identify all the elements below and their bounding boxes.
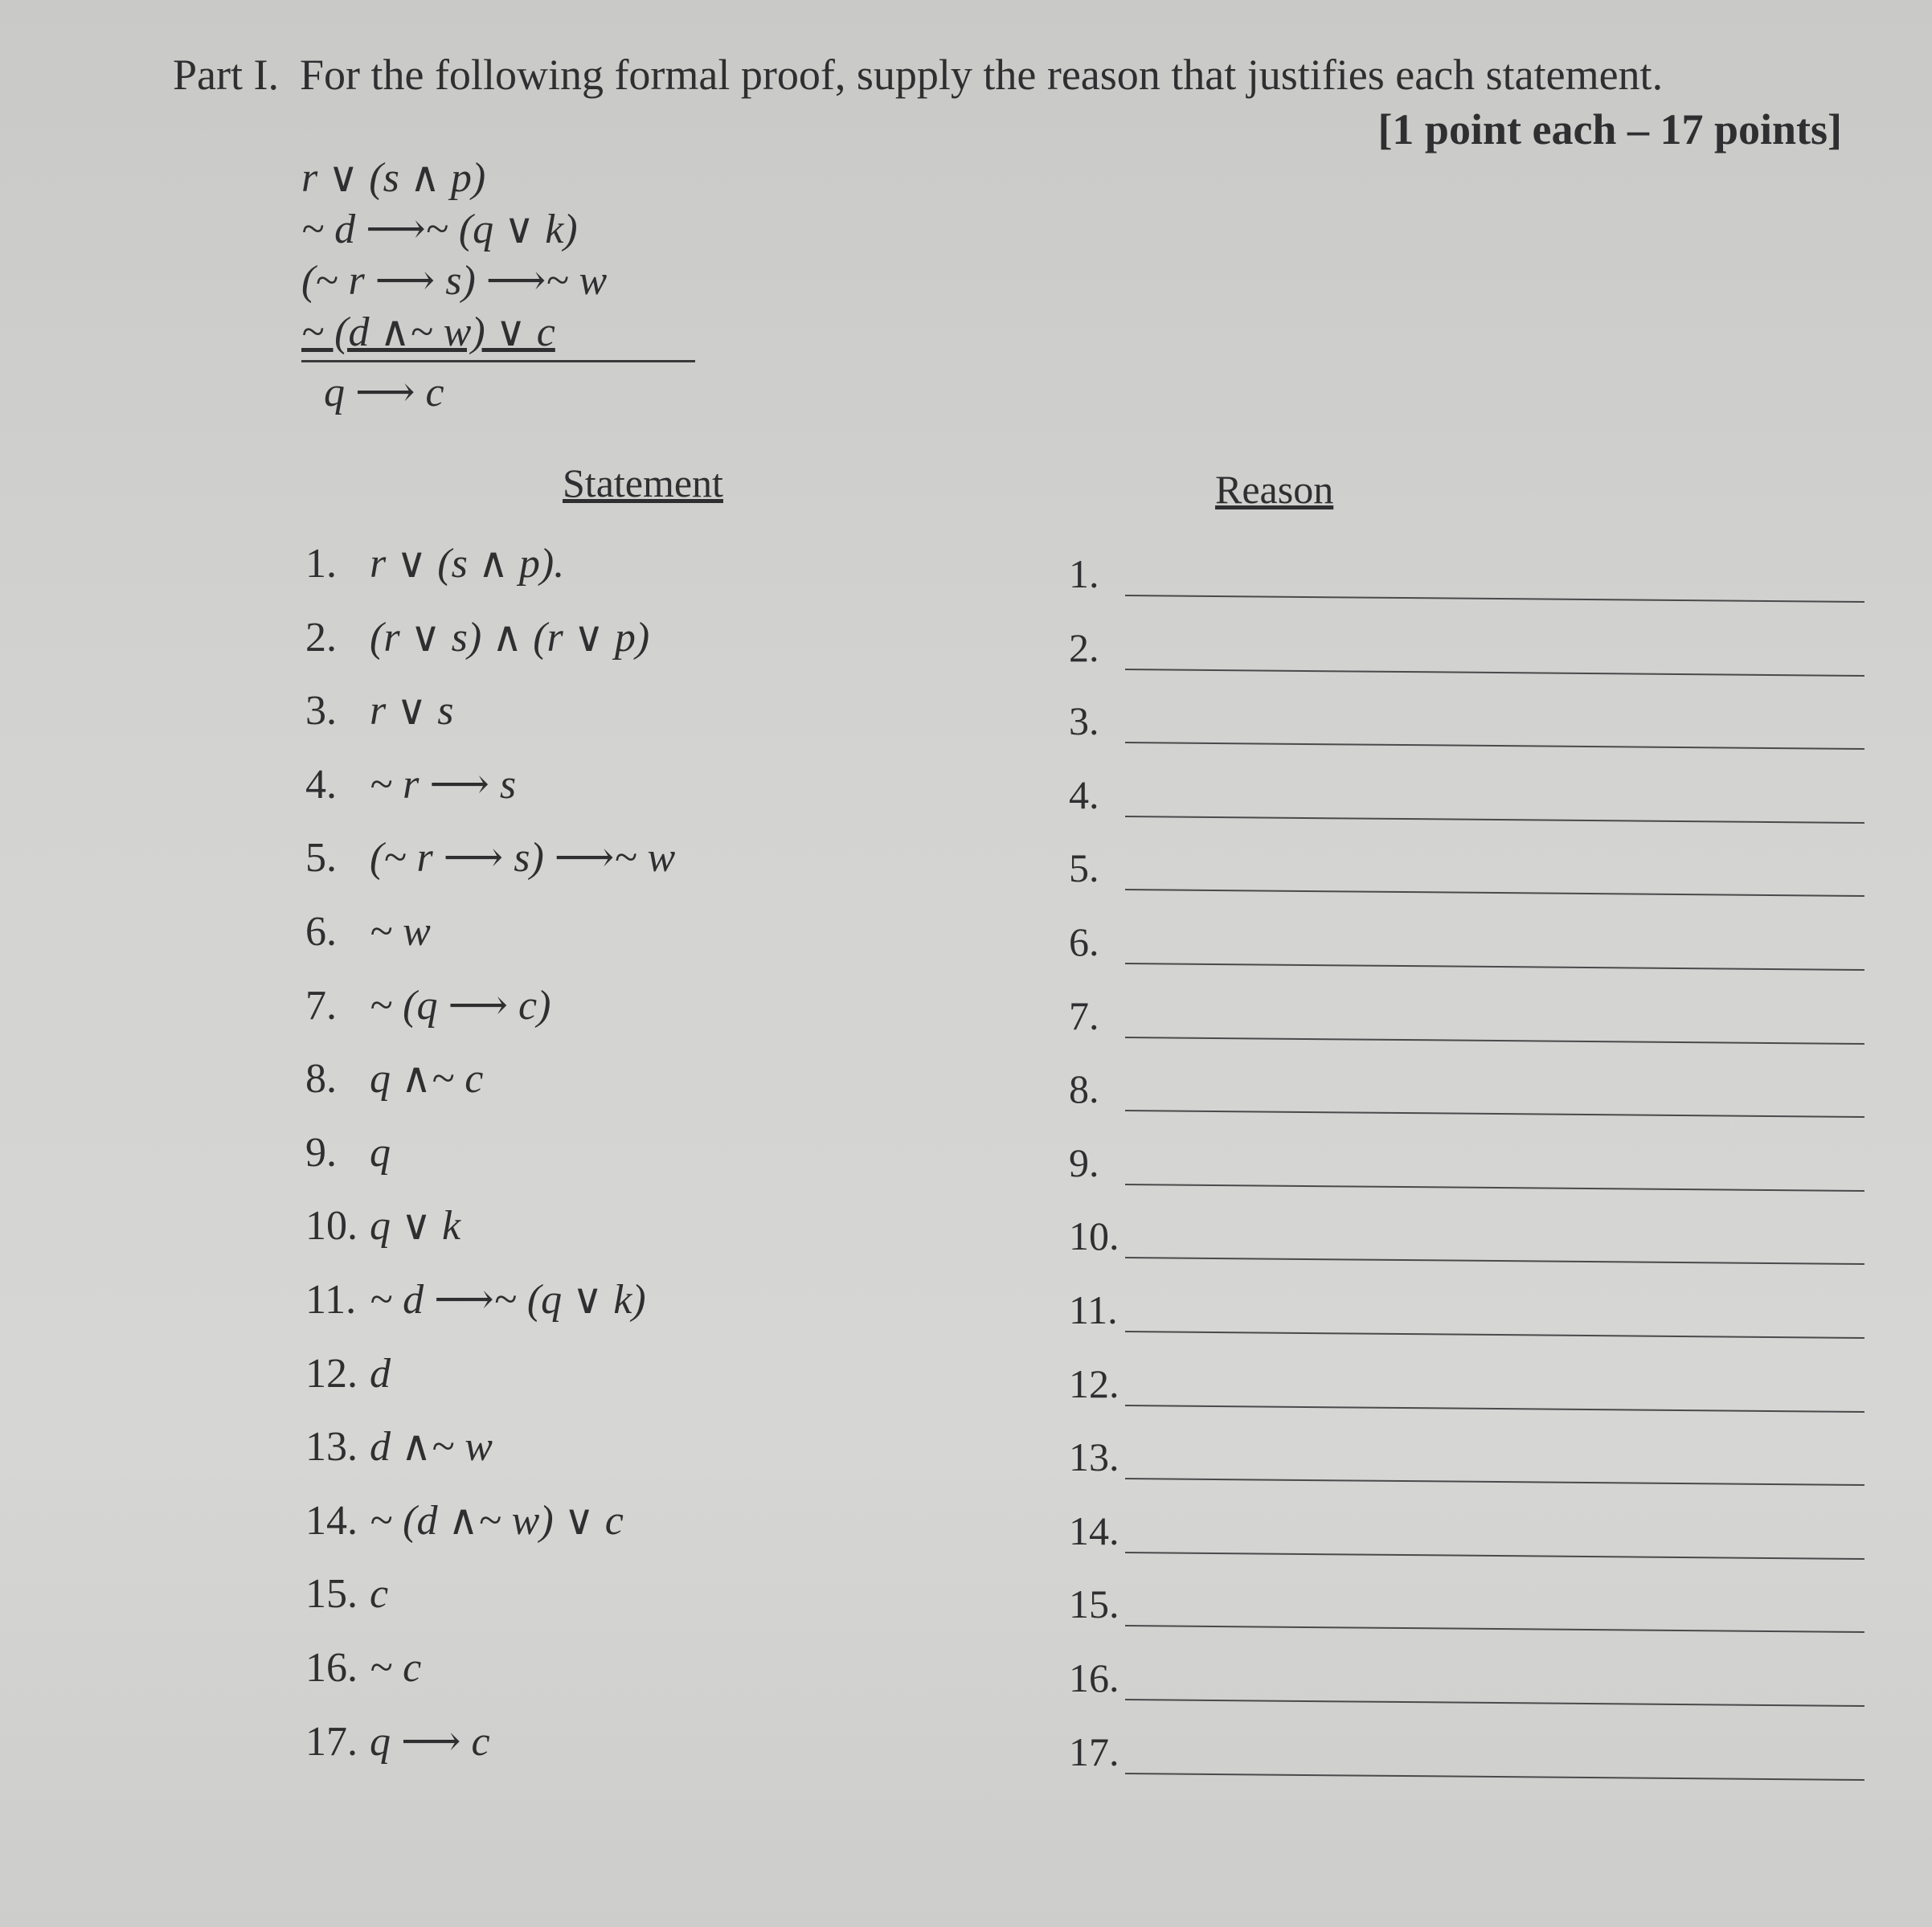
reason-blank-line[interactable] xyxy=(1125,963,1864,971)
statement-number: 14. xyxy=(305,1497,358,1544)
statement-column-header: Statement xyxy=(563,460,723,505)
reason-column-header: Reason xyxy=(1215,467,1334,512)
reason-row xyxy=(1069,841,1864,914)
reason-blank-line[interactable] xyxy=(1125,1257,1864,1265)
statement-expression: ~ (d ∧~ w) ∨ c xyxy=(370,1497,624,1544)
instruction-text: For the following formal proof, supply the reason that justifies each statement. xyxy=(299,51,1664,99)
reason-number: 10. xyxy=(1069,1213,1119,1259)
reason-row xyxy=(1069,988,1864,1062)
reason-blank-line[interactable] xyxy=(1125,1625,1864,1633)
reason-number: 6. xyxy=(1069,918,1099,964)
reason-blank-line[interactable] xyxy=(1125,1184,1864,1192)
statement-number: 7. xyxy=(305,982,337,1029)
statement-row xyxy=(305,1715,675,1789)
reason-number: 14. xyxy=(1069,1508,1119,1553)
reason-blank-line[interactable] xyxy=(1125,1331,1864,1339)
reason-row xyxy=(1069,1356,1864,1430)
reason-blank-line[interactable] xyxy=(1125,889,1864,897)
reason-number: 16. xyxy=(1069,1655,1119,1700)
reason-number: 12. xyxy=(1069,1360,1119,1406)
statement-row xyxy=(305,905,675,979)
reason-row xyxy=(1069,1135,1864,1209)
reason-row xyxy=(1069,693,1864,767)
statement-row xyxy=(305,1052,675,1126)
reason-number: 5. xyxy=(1069,845,1099,891)
statement-number: 13. xyxy=(305,1424,358,1471)
reason-row xyxy=(1069,1209,1864,1283)
statement-expression: q xyxy=(370,1129,391,1176)
reason-row xyxy=(1069,546,1864,620)
statement-number: 12. xyxy=(305,1350,358,1397)
statement-number: 15. xyxy=(305,1571,358,1618)
reason-row xyxy=(1069,1651,1864,1724)
reason-blank-line[interactable] xyxy=(1125,742,1864,750)
statement-expression: (~ r ⟶ s) ⟶~ w xyxy=(370,835,676,882)
statement-row xyxy=(305,1494,675,1568)
argument-block xyxy=(301,153,695,419)
reason-number: 7. xyxy=(1069,992,1099,1038)
statement-row xyxy=(305,1347,675,1421)
statement-row xyxy=(305,831,675,905)
reason-blank-line[interactable] xyxy=(1125,1478,1864,1486)
statement-number: 6. xyxy=(305,908,337,955)
statement-expression: ~ r ⟶ s xyxy=(370,761,517,808)
reason-list xyxy=(1069,546,1864,1798)
statement-number: 17. xyxy=(305,1718,358,1765)
reason-number: 13. xyxy=(1069,1434,1119,1480)
premise: ~ (d ∧~ w) ∨ c xyxy=(301,309,555,355)
reason-row xyxy=(1069,1062,1864,1135)
statement-expression: d xyxy=(370,1350,391,1397)
reason-blank-line[interactable] xyxy=(1125,669,1864,677)
reason-number: 1. xyxy=(1069,551,1099,596)
reason-number: 17. xyxy=(1069,1729,1119,1774)
reason-row xyxy=(1069,1430,1864,1504)
statement-expression: r ∨ (s ∧ p). xyxy=(370,541,565,587)
premise: (~ r ⟶ s) ⟶~ w xyxy=(301,258,608,304)
statement-number: 9. xyxy=(305,1129,337,1176)
reason-blank-line[interactable] xyxy=(1125,1773,1864,1781)
statement-number: 16. xyxy=(305,1644,358,1691)
reason-row xyxy=(1069,620,1864,694)
reason-number: 2. xyxy=(1069,624,1099,670)
statement-expression: c xyxy=(370,1571,389,1618)
reason-number: 8. xyxy=(1069,1066,1099,1112)
reason-row xyxy=(1069,1577,1864,1651)
reason-number: 4. xyxy=(1069,771,1099,817)
statement-row xyxy=(305,1641,675,1715)
statement-expression: q ∨ k xyxy=(370,1203,461,1250)
statement-row xyxy=(305,758,675,832)
statement-row xyxy=(305,611,675,685)
statement-expression: ~ w xyxy=(370,908,431,955)
reason-row xyxy=(1069,914,1864,988)
statement-expression: r ∨ s xyxy=(370,688,454,734)
reason-blank-line[interactable] xyxy=(1125,1405,1864,1413)
statement-number: 11. xyxy=(305,1276,357,1323)
statement-row xyxy=(305,1273,675,1347)
statement-expression: ~ d ⟶~ (q ∨ k) xyxy=(370,1276,646,1323)
premise: ~ d ⟶~ (q ∨ k) xyxy=(301,207,578,252)
reason-number: 15. xyxy=(1069,1581,1119,1627)
statement-expression: ~ c xyxy=(370,1644,422,1691)
reason-blank-line[interactable] xyxy=(1125,1699,1864,1707)
premise: r ∨ (s ∧ p) xyxy=(301,155,486,201)
statement-number: 2. xyxy=(305,614,337,661)
reason-row xyxy=(1069,1724,1864,1798)
reason-number: 3. xyxy=(1069,698,1099,744)
statement-row xyxy=(305,537,675,611)
reason-number: 9. xyxy=(1069,1139,1099,1185)
reason-blank-line[interactable] xyxy=(1125,1110,1864,1118)
reason-blank-line[interactable] xyxy=(1125,1552,1864,1560)
statement-row xyxy=(305,1126,675,1200)
statement-number: 3. xyxy=(305,688,337,734)
reason-number: 11. xyxy=(1069,1287,1118,1332)
part-label: Part I. xyxy=(173,51,279,99)
statement-row xyxy=(305,1199,675,1273)
reason-blank-line[interactable] xyxy=(1125,816,1864,824)
points-note: [1 point each – 17 points] xyxy=(1377,105,1842,153)
statement-expression: (r ∨ s) ∧ (r ∨ p) xyxy=(370,614,650,661)
reason-row xyxy=(1069,1504,1864,1577)
statement-number: 10. xyxy=(305,1203,358,1250)
conclusion: q ⟶ c xyxy=(324,370,444,415)
statement-row xyxy=(305,979,675,1053)
statement-number: 8. xyxy=(305,1056,337,1103)
reason-blank-line[interactable] xyxy=(1125,1037,1864,1045)
reason-row xyxy=(1069,767,1864,841)
reason-row xyxy=(1069,1283,1864,1356)
instruction-line xyxy=(173,50,1663,100)
statement-expression: d ∧~ w xyxy=(370,1424,493,1471)
statement-row xyxy=(305,1420,675,1494)
statement-list xyxy=(305,537,675,1788)
statement-number: 4. xyxy=(305,761,337,808)
statement-row xyxy=(305,684,675,758)
statement-number: 5. xyxy=(305,835,337,882)
statement-expression: ~ (q ⟶ c) xyxy=(370,982,551,1029)
reason-blank-line[interactable] xyxy=(1125,595,1864,603)
statement-expression: q ∧~ c xyxy=(370,1056,484,1103)
statement-row xyxy=(305,1567,675,1641)
statement-number: 1. xyxy=(305,541,337,587)
statement-expression: q ⟶ c xyxy=(370,1718,490,1765)
